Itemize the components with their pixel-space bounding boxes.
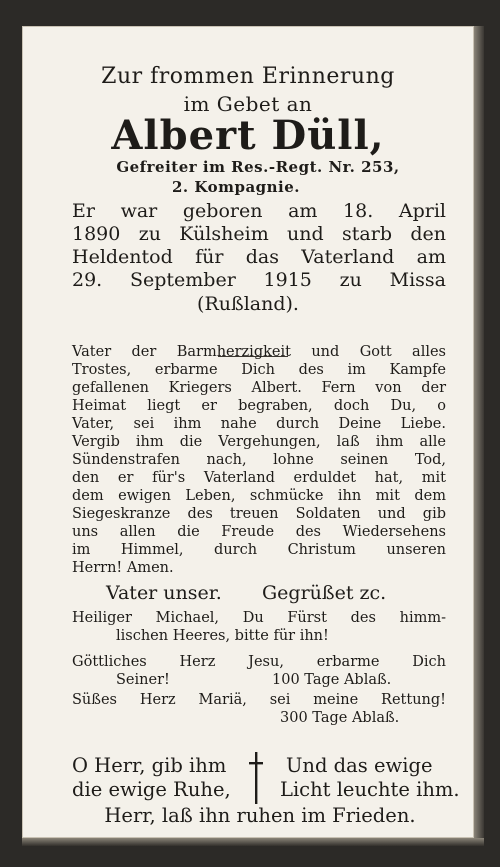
closing-left-1: O Herr, gib ihm (72, 754, 227, 777)
prayer-line-4: Heimat liegt er begraben, doch Du, o (72, 398, 446, 414)
prayer-line-12: im Himmel, durch Christum unseren (72, 542, 446, 558)
card-edge-bottom (22, 838, 484, 846)
sacred-heart-indulgence: 100 Tage Ablaß. (272, 672, 392, 688)
hail-mary: Gegrüßet zc. (262, 582, 387, 604)
sacred-heart-line: Göttliches Herz Jesu, erbarme Dich (72, 654, 446, 670)
michael-line-2: lischen Heeres, bitte für ihn! (116, 628, 329, 644)
closing-left-2: die ewige Ruhe, (72, 778, 231, 801)
prayer-line-10: Siegeskranze des treuen Soldaten und gib (72, 506, 446, 522)
heading-subline: im Gebet an (183, 92, 313, 116)
rank-line-1: Gefreiter im Res.-Regt. Nr. 253, (116, 158, 400, 176)
prayer-line-2: Trostes, erbarme Dich des im Kampfe (72, 362, 446, 378)
cross-icon (248, 752, 264, 804)
heading: Zur frommen Erinnerung (101, 64, 395, 89)
closing-right-2: Licht leuchte ihm. (280, 778, 460, 801)
prayer-line-8: den er für's Vaterland erduldet hat, mit (72, 470, 446, 486)
mary-line: Süßes Herz Mariä, sei meine Rettung! (72, 692, 446, 708)
closing-last: Herr, laß ihn ruhen im Frieden. (104, 804, 416, 827)
michael-line-1: Heiliger Michael, Du Fürst des himm- (72, 610, 446, 626)
bio-line-2: 1890 zu Külsheim und starb den (72, 223, 446, 245)
memorial-card (22, 26, 474, 838)
prayer-line-13: Herrn! Amen. (72, 560, 174, 576)
deceased-name: Albert Düll, (111, 112, 385, 159)
rank-line-2: 2. Kompagnie. (171, 178, 301, 196)
prayer-line-11: uns allen die Freude des Wiedersehens (72, 524, 446, 540)
card-edge-right (474, 26, 484, 838)
prayer-line-7: Sündenstrafen nach, lohne seinen Tod, (72, 452, 446, 468)
prayer-line-6: Vergib ihm die Vergehungen, laß ihm alle (72, 434, 446, 450)
prayer-line-3: gefallenen Kriegers Albert. Fern von der (72, 380, 446, 396)
bio-line-1: Er war geboren am 18. April (72, 200, 446, 222)
prayer-line-1: Vater der Barmherzigkeit und Gott alles (72, 344, 446, 360)
sacred-heart-seiner: Seiner! (116, 672, 170, 688)
prayer-line-9: dem ewigen Leben, schmücke ihn mit dem (72, 488, 446, 504)
mary-indulgence: 300 Tage Ablaß. (280, 710, 400, 726)
prayer-line-5: Vater, sei ihm nahe durch Deine Liebe. (72, 416, 446, 432)
bio-line-3: Heldentod für das Vaterland am (72, 246, 446, 268)
closing-right-1: Und das ewige (286, 754, 433, 777)
bio-line-4: 29. September 1915 zu Missa (72, 269, 446, 291)
bio-line-5: (Rußland). (197, 293, 299, 315)
our-father: Vater unser. (106, 582, 222, 604)
